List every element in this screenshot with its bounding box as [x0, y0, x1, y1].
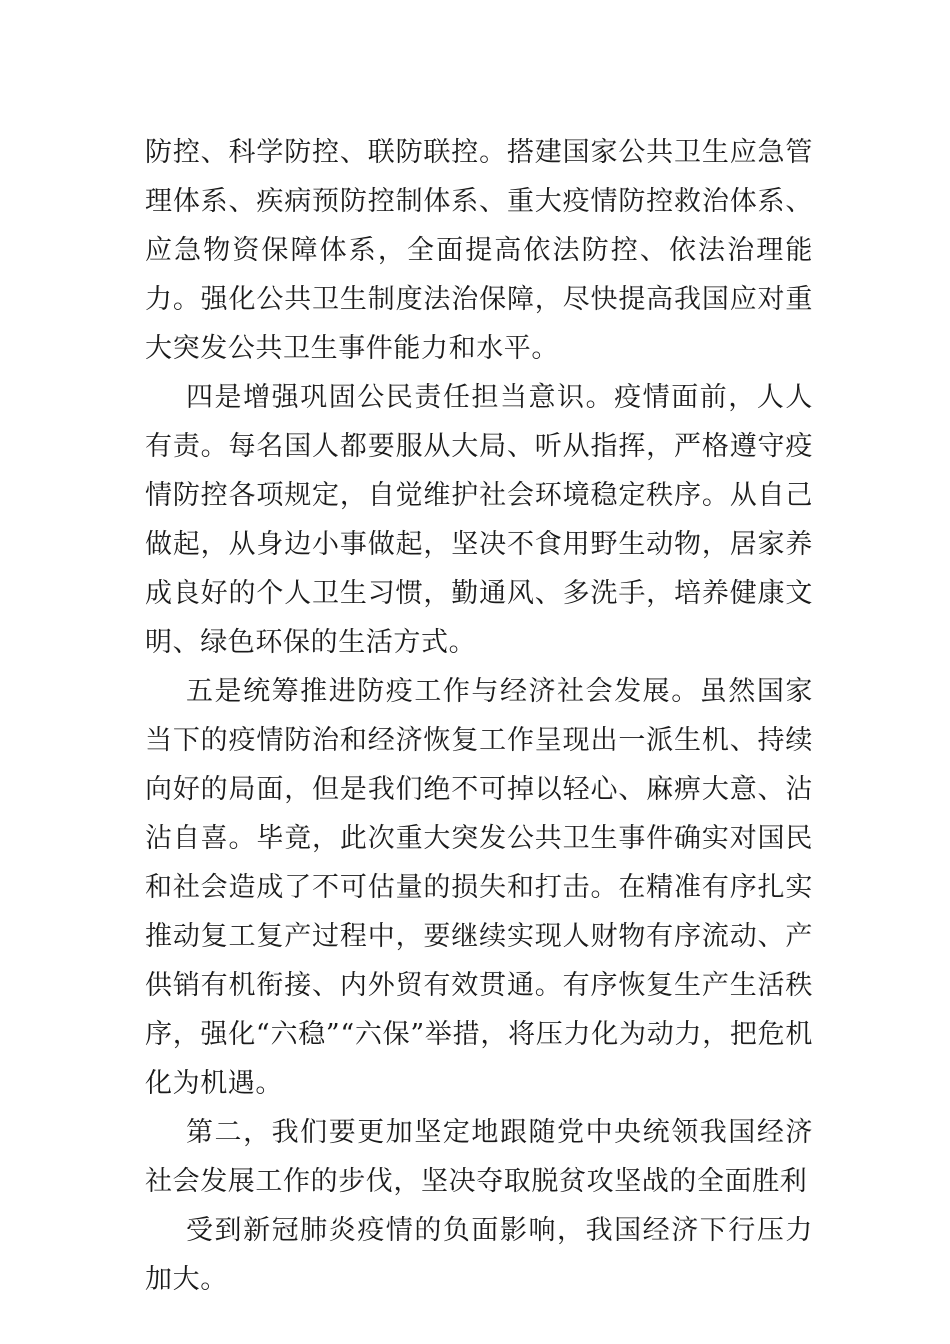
paragraph-5: 受到新冠肺炎疫情的负面影响，我国经济下行压力加大。	[145, 1215, 813, 1295]
paragraph-2: 四是增强巩固公民责任担当意识。疫情面前，人人有责。每名国人都要服从大局、听从指挥，严格遵守疫情防控各项规定，自觉维护社会环境稳定秩序。从自己做起，从身边小事做起，坚决不食用野生动物，居家养成良好的个人卫生习惯，勤通风、多洗手，培养健康文明、绿色环保的生活方式。	[145, 382, 813, 658]
paragraph-4: 第二，我们要更加坚定地跟随党中央统领我国经济社会发展工作的步伐，坚决夺取脱贫攻坚战的全面胜利	[145, 1117, 813, 1197]
document-body	[145, 128, 813, 1304]
paragraph-1: 防控、科学防控、联防联控。搭建国家公共卫生应急管理体系、疾病预防控制体系、重大疫情防控救治体系、应急物资保障体系，全面提高依法防控、依法治理能力。强化公共卫生制度法治保障，尽快提高我国应对重大突发公共卫生事件能力和水平。	[145, 137, 813, 364]
paragraph-3: 五是统筹推进防疫工作与经济社会发展。虽然国家当下的疫情防治和经济恢复工作呈现出一派生机、持续向好的局面，但是我们绝不可掉以轻心、麻痹大意、沾沾自喜。毕竟，此次重大突发公共卫生事件确实对国民和社会造成了不可估量的损失和打击。在精准有序扎实推动复工复产过程中，要继续实现人财物有序流动、产供销有机衔接、内外贸有效贯通。有序恢复生产生活秩序，强化“六稳”“六保”举措，将压力化为动力，把危机化为机遇。	[145, 676, 813, 1099]
